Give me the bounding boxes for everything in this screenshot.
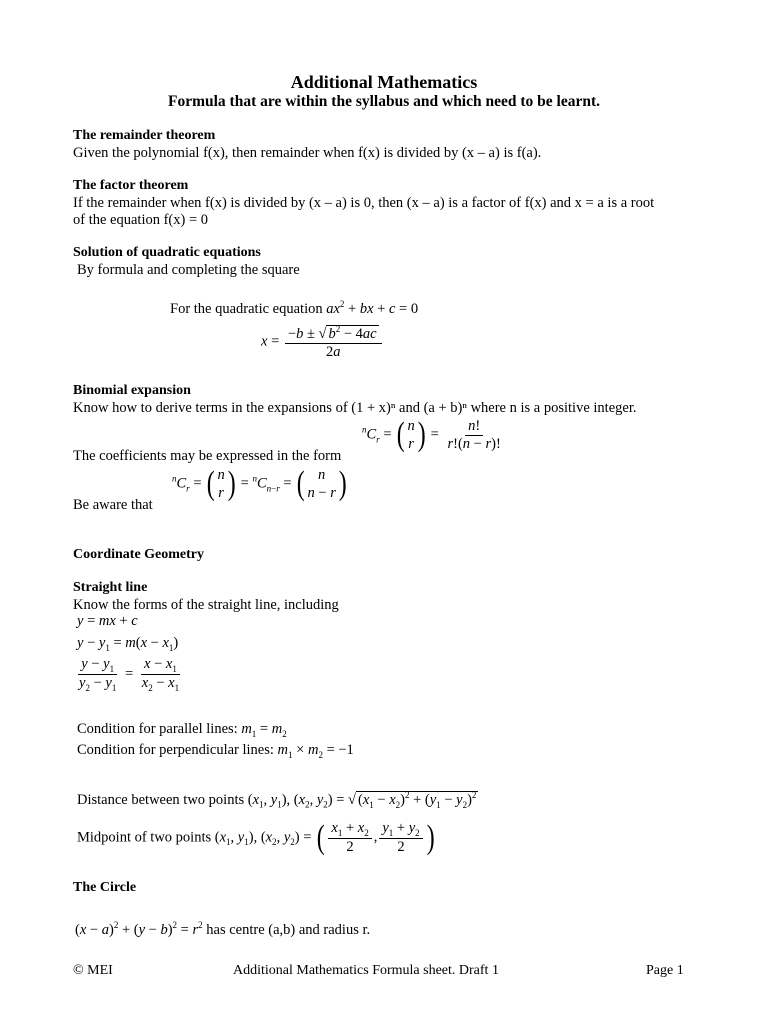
footer-page: Page 1 [646,963,684,978]
perpendicular-label: Condition for perpendicular lines: [77,742,274,758]
straight-line-body: Know the forms of the straight line, including [73,597,339,613]
quadratic-equation: $ax^2$ + bx + c = 0 [326,299,419,317]
circle-heading: The Circle [73,880,137,895]
factor-heading: The factor theorem [73,178,189,193]
coord-heading: Coordinate Geometry [73,547,205,562]
factor-line1: If the remainder when f(x) is divided by (x – a) is 0, then (x – a) is a factor of f(x) and x = a is a root [73,195,655,211]
perpendicular-condition: Condition for perpendicular lines: $m_1 \times m_2 = -1$ [77,742,354,760]
binomial-symmetry-formula: $^nC_r$ = ( n r ) = $^nC_{n-r}$ = ( n n − r ) [172,465,347,503]
straight-line-heading: Straight line [73,580,148,595]
footer-title: Additional Mathematics Formula sheet. Draft 1 [233,963,499,978]
binomial-coeff-text: The coefficients may be expressed in the form [73,448,342,464]
quadratic-heading: Solution of quadratic equations [73,245,261,260]
remainder-body: Given the polynomial f(x), then remainder when f(x) is divided by (x – a) is f(a). [73,145,542,161]
page-title: Additional Mathematics [290,72,478,92]
factor-line2: of the equation f(x) = 0 [73,212,209,228]
midpoint-label: Midpoint of two points [77,829,212,846]
circle-text: has centre (a,b) and radius r. [206,921,371,938]
remainder-heading: The remainder theorem [73,128,216,143]
quadratic-fraction: $\frac{-b \pm √ b^2 - 4ac}{2a}$ [285,324,382,360]
binomial-body: Know how to derive terms in the expansions of (1 + x)ⁿ and (a + b)ⁿ where n is a positive integer. [73,400,637,416]
quadratic-intro: For the quadratic equation [170,300,323,317]
quadratic-body: By formula and completing the square [77,262,300,278]
distance-formula: Distance between two points ($x_1$, $y_1$), ($x_2$, $y_2$) = √ $(x_1 - x_2)^2 + (y_1 - y_2)^2$ [77,790,477,810]
parallel-condition: Condition for parallel lines: $m_1 = m_2$ [77,721,287,739]
quadratic-formula: x = $\frac{-b \pm √ b^2 - 4ac}{2a}$ [261,324,384,360]
line-form-2: $y - y_1 = m(x - x_1)$ [77,635,179,653]
footer-copyright: © MEI [73,963,113,978]
parallel-label: Condition for parallel lines: [77,721,238,737]
binomial-coeff-formula: $^nC_r$ = ( n r ) = $\frac{n!}{r!(n - r)!}$ [362,416,501,454]
page-subtitle: Formula that are within the syllabus and which need to be learnt. [167,93,601,110]
quadratic-equation-line [170,299,418,318]
line-form-3: $\frac{y - y_1}{y_2 - y_1}$ = $\frac{x - x_1}{x_2 - x_1}$ [79,656,180,694]
circle-formula: $(x - a)^2 + (y - b)^2 = r^2$ has centre (a,b) and radius r. [75,920,371,938]
binomial-heading: Binomial expansion [73,383,191,398]
midpoint-formula: Midpoint of two points ($x_1$, $y_1$), ($x_2$, $y_2$) = ( $\frac{x_1 + x_2}{2}$ , $\frac{y_1 + y_2}{2}$ ) [77,818,435,856]
binomial-aware-text: Be aware that [73,497,153,513]
distance-label: Distance between two points [77,791,245,808]
line-form-1: y = mx + c [77,613,138,629]
